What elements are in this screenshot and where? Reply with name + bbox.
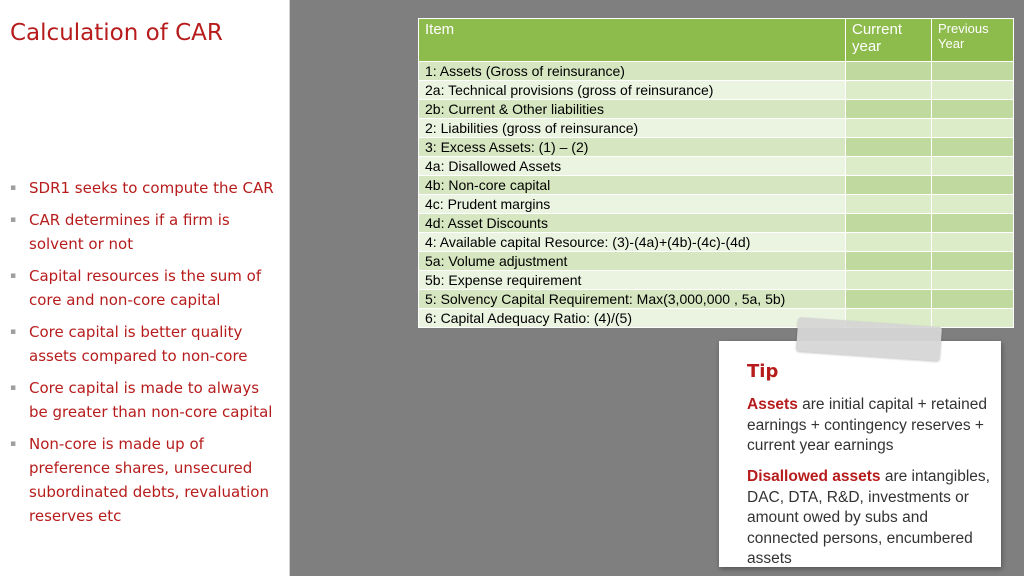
tip-card (719, 341, 1001, 567)
table-row (419, 233, 1014, 252)
table-row (419, 271, 1014, 290)
row-item: 5a: Volume adjustment (419, 252, 846, 271)
bullet-text: CAR determines if a firm is solvent or not (29, 211, 230, 253)
row-item: 3: Excess Assets: (1) – (2) (419, 138, 846, 157)
row-item: 4d: Asset Discounts (419, 214, 846, 233)
row-item: 2b: Current & Other liabilities (419, 100, 846, 119)
previous-year-cell (932, 176, 1014, 195)
table-row (419, 81, 1014, 100)
car-calculation-table (418, 18, 1014, 328)
row-item: 4b: Non-core capital (419, 176, 846, 195)
table-row (419, 290, 1014, 309)
row-item: 2: Liabilities (gross of reinsurance) (419, 119, 846, 138)
table-row (419, 157, 1014, 176)
current-year-cell (846, 271, 932, 290)
bullet-text: Non-core is made up of preference shares, unsecured subordinated debts, revaluation reserves etc (29, 435, 269, 525)
bullet-list (10, 176, 282, 536)
bullet-item (10, 432, 282, 528)
left-panel (0, 0, 290, 576)
previous-year-cell (932, 233, 1014, 252)
tip-disallowed-term: Disallowed assets (747, 468, 881, 485)
tip-disallowed-definition (747, 467, 997, 567)
table-row (419, 309, 1014, 328)
tip-disallowed-text: are intangibles, DAC, DTA, R&D, investments or amount owed by subs and connected persons, encumbered assets (747, 468, 990, 567)
current-year-cell (846, 214, 932, 233)
row-item: 4c: Prudent margins (419, 195, 846, 214)
header-previous-year: Previous Year (932, 19, 1014, 62)
current-year-cell (846, 176, 932, 195)
bullet-item (10, 176, 282, 200)
row-item: 1: Assets (Gross of reinsurance) (419, 62, 846, 81)
row-item: 5: Solvency Capital Requirement: Max(3,000,000 , 5a, 5b) (419, 290, 846, 309)
bullet-text: Capital resources is the sum of core and non-core capital (29, 267, 262, 309)
bullet-icon: ▪ (10, 215, 17, 225)
table-row (419, 119, 1014, 138)
table-row (419, 138, 1014, 157)
table-row (419, 100, 1014, 119)
row-item: 4: Available capital Resource: (3)-(4a)+(4b)-(4c)-(4d) (419, 233, 846, 252)
tip-assets-text: are initial capital + retained earnings + contingency reserves + current year earnings (747, 396, 987, 454)
bullet-item (10, 264, 282, 312)
row-item: 4a: Disallowed Assets (419, 157, 846, 176)
tip-assets-definition (747, 395, 997, 457)
bullet-item (10, 208, 282, 256)
previous-year-cell (932, 309, 1014, 328)
current-year-cell (846, 119, 932, 138)
previous-year-cell (932, 195, 1014, 214)
current-year-cell (846, 100, 932, 119)
current-year-cell (846, 195, 932, 214)
row-item: 6: Capital Adequacy Ratio: (4)/(5) (419, 309, 846, 328)
current-year-cell (846, 157, 932, 176)
previous-year-cell (932, 138, 1014, 157)
bullet-icon: ▪ (10, 183, 17, 193)
previous-year-cell (932, 290, 1014, 309)
bullet-text: SDR1 seeks to compute the CAR (29, 179, 274, 197)
current-year-cell (846, 252, 932, 271)
table-header-row (419, 19, 1014, 62)
previous-year-cell (932, 62, 1014, 81)
current-year-cell (846, 62, 932, 81)
table-row (419, 214, 1014, 233)
current-year-cell (846, 290, 932, 309)
table-row (419, 252, 1014, 271)
previous-year-cell (932, 252, 1014, 271)
previous-year-cell (932, 157, 1014, 176)
table-row (419, 176, 1014, 195)
bullet-icon: ▪ (10, 439, 17, 449)
bullet-item (10, 320, 282, 368)
header-current-year: Current year (846, 19, 932, 62)
table-row (419, 195, 1014, 214)
row-item: 2a: Technical provisions (gross of reinsurance) (419, 81, 846, 100)
page-title: Calculation of CAR (10, 20, 223, 46)
previous-year-cell (932, 81, 1014, 100)
previous-year-cell (932, 119, 1014, 138)
previous-year-cell (932, 214, 1014, 233)
bullet-text: Core capital is made to always be greater than non-core capital (29, 379, 273, 421)
bullet-icon: ▪ (10, 271, 17, 281)
current-year-cell (846, 81, 932, 100)
previous-year-cell (932, 100, 1014, 119)
header-item: Item (419, 19, 846, 62)
bullet-item (10, 376, 282, 424)
current-year-cell (846, 233, 932, 252)
bullet-icon: ▪ (10, 327, 17, 337)
tip-title: Tip (747, 361, 779, 382)
bullet-text: Core capital is better quality assets compared to non-core (29, 323, 248, 365)
previous-year-cell (932, 271, 1014, 290)
current-year-cell (846, 138, 932, 157)
tip-assets-term: Assets (747, 396, 798, 413)
row-item: 5b: Expense requirement (419, 271, 846, 290)
bullet-icon: ▪ (10, 383, 17, 393)
table-row (419, 62, 1014, 81)
